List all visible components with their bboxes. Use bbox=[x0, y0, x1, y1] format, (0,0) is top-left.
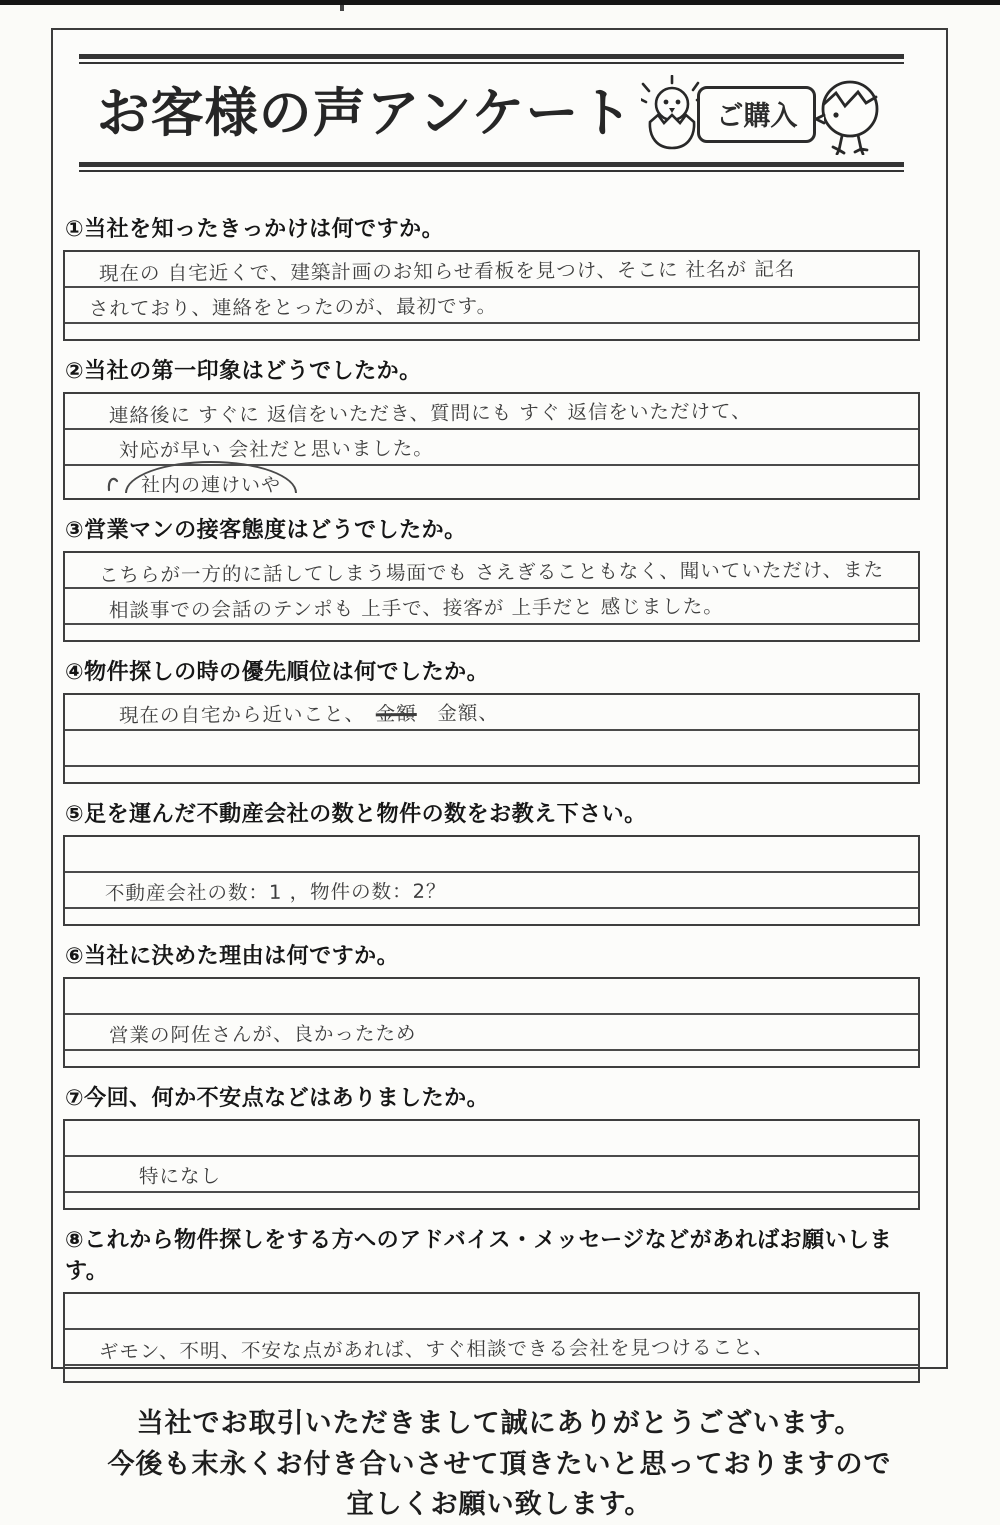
question-2-label bbox=[65, 354, 920, 385]
question-1-label bbox=[65, 212, 920, 243]
handwritten-answer: 相談事での会話のテンポも 上手で、接客が 上手だと 感じました。 bbox=[108, 594, 724, 622]
handwritten-insertion-note bbox=[65, 466, 918, 498]
question-8-answer-box bbox=[63, 1292, 920, 1383]
handwritten-annotation: 社内の連けいや bbox=[129, 468, 293, 497]
question-5-label bbox=[65, 797, 920, 828]
thank-you-line: 今後も末永くお付き合いさせて頂きたいと思っておりますので bbox=[107, 1448, 892, 1479]
question-1-answer-box bbox=[63, 250, 920, 341]
question-3-answer-box bbox=[63, 551, 920, 642]
question-8 bbox=[63, 1223, 920, 1383]
question-7 bbox=[63, 1081, 920, 1210]
chick-icon bbox=[812, 73, 886, 155]
question-8-text: これから物件探しをする方へのアドバイス・メッセージなどがあればお願いします。 bbox=[65, 1228, 893, 1284]
question-2-text: 当社の第一印象はどうでしたか。 bbox=[84, 359, 422, 384]
question-3-label bbox=[65, 513, 920, 544]
question-1 bbox=[63, 212, 920, 341]
question-8-number: ⑧ bbox=[65, 1228, 85, 1253]
answer-segment: 現在の自宅から近いこと、 bbox=[118, 702, 376, 728]
question-5-answer-box bbox=[63, 835, 920, 926]
handwritten-answer: 対応が早い 会社だと思いました。 bbox=[118, 436, 434, 462]
question-3-number: ③ bbox=[65, 518, 85, 543]
question-5 bbox=[63, 797, 920, 926]
question-6-answer-box bbox=[63, 977, 920, 1068]
question-6 bbox=[63, 939, 920, 1068]
question-7-label bbox=[65, 1081, 920, 1112]
page-title: お客様の声アンケート bbox=[96, 82, 634, 144]
question-3-text: 営業マンの接客態度はどうでしたか。 bbox=[84, 518, 467, 543]
handwritten-answer: ギモン、不明、不安な点があれば、すぐ相談できる会社を見つけること、 bbox=[98, 1335, 775, 1364]
question-4-number: ④ bbox=[65, 660, 85, 685]
thank-you-line: 宜しくお願い致します。 bbox=[346, 1489, 653, 1519]
question-5-text: 足を運んだ不動産会社の数と物件の数をお教え下さい。 bbox=[84, 802, 647, 827]
question-3 bbox=[63, 513, 920, 642]
question-7-number: ⑦ bbox=[65, 1086, 85, 1111]
handwritten-answer: されており、連絡をとったのが、最初です。 bbox=[88, 294, 498, 321]
scan-edge-artifact bbox=[0, 0, 1000, 5]
question-2-answer-box bbox=[63, 392, 920, 500]
question-4-answer-box bbox=[63, 693, 920, 784]
insertion-hook-mark bbox=[107, 468, 123, 496]
handwritten-answer: こちらが一方的に話してしまう場面でも さえぎることもなく、聞いていただけ、また bbox=[98, 558, 885, 587]
question-4-text: 物件探しの時の優先順位は何でしたか。 bbox=[84, 660, 490, 685]
question-8-label bbox=[65, 1223, 920, 1285]
handwritten-answer: 不動産会社の数：1 ，物件の数：2？ bbox=[104, 879, 447, 906]
question-6-number: ⑥ bbox=[65, 944, 85, 969]
handwritten-answer: 特になし bbox=[138, 1164, 222, 1189]
question-6-label bbox=[65, 939, 920, 970]
question-list bbox=[53, 212, 946, 1383]
header-icons bbox=[641, 73, 886, 155]
hatching-chick-icon bbox=[641, 75, 703, 153]
thank-you-line: 当社でお取引いただきまして誠にありがとうございます。 bbox=[136, 1408, 863, 1438]
handwritten-answer bbox=[65, 697, 499, 730]
header-top-rule bbox=[79, 54, 904, 64]
question-2 bbox=[63, 354, 920, 500]
question-1-number: ① bbox=[65, 217, 85, 242]
question-5-number: ⑤ bbox=[65, 802, 85, 827]
purchase-badge: ご購入 bbox=[697, 86, 816, 143]
header-bottom-rule bbox=[79, 162, 904, 172]
handwritten-answer: 連絡後に すぐに 返信をいただき、質問にも すぐ 返信をいただけて、 bbox=[108, 399, 752, 428]
crossed-out-text: 金額 bbox=[375, 702, 417, 726]
question-2-number: ② bbox=[65, 359, 85, 384]
thank-you-message bbox=[83, 1403, 916, 1525]
handwritten-answer: 現在の 自宅近くで、建築計画のお知らせ看板を見つけ、そこに 社名が 記名 bbox=[98, 257, 796, 286]
question-4-label bbox=[65, 655, 920, 686]
question-4 bbox=[63, 655, 920, 784]
answer-segment: 金額、 bbox=[416, 701, 499, 726]
question-7-answer-box bbox=[63, 1119, 920, 1210]
question-7-text: 今回、何か不安点などはありましたか。 bbox=[84, 1086, 490, 1111]
header bbox=[79, 54, 904, 172]
scan-edge-artifact bbox=[340, 5, 344, 11]
question-1-text: 当社を知ったきっかけは何ですか。 bbox=[84, 217, 445, 242]
question-6-text: 当社に決めた理由は何ですか。 bbox=[84, 944, 400, 969]
handwritten-answer: 営業の阿佐さんが、良かったため bbox=[108, 1021, 417, 1047]
survey-sheet bbox=[51, 28, 948, 1519]
